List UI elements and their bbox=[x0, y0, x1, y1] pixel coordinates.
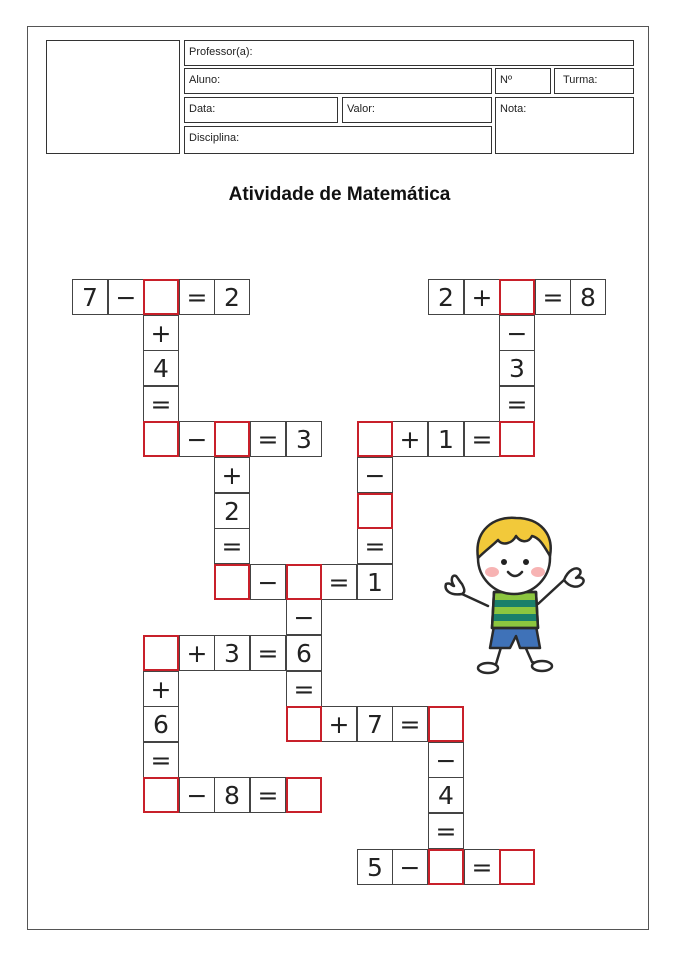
puzzle-cell: 2 bbox=[214, 493, 250, 529]
nota-field[interactable]: Nota: bbox=[495, 97, 634, 154]
puzzle-cell: = bbox=[143, 742, 179, 778]
disciplina-field[interactable]: Disciplina: bbox=[184, 126, 492, 154]
puzzle-cell: = bbox=[499, 386, 535, 422]
answer-box[interactable] bbox=[499, 849, 535, 885]
puzzle-cell: = bbox=[464, 849, 500, 885]
professor-field[interactable]: Professor(a): bbox=[184, 40, 634, 66]
puzzle-cell: = bbox=[214, 528, 250, 564]
puzzle-cell: 5 bbox=[357, 849, 393, 885]
puzzle-cell: − bbox=[179, 421, 215, 457]
puzzle-cell: = bbox=[250, 777, 286, 813]
puzzle-cell: 3 bbox=[499, 350, 535, 386]
puzzle-cell: = bbox=[143, 386, 179, 422]
puzzle-cell: = bbox=[250, 635, 286, 671]
answer-box[interactable] bbox=[357, 493, 393, 529]
puzzle-cell: = bbox=[535, 279, 571, 315]
data-field[interactable]: Data: bbox=[184, 97, 338, 123]
puzzle-cell: − bbox=[499, 315, 535, 351]
aluno-field[interactable]: Aluno: bbox=[184, 68, 492, 94]
puzzle-cell: − bbox=[250, 564, 286, 600]
answer-box[interactable] bbox=[286, 564, 322, 600]
puzzle-cell: + bbox=[143, 315, 179, 351]
puzzle-cell: 1 bbox=[428, 421, 464, 457]
answer-box[interactable] bbox=[214, 564, 250, 600]
answer-box[interactable] bbox=[428, 849, 464, 885]
answer-box[interactable] bbox=[499, 421, 535, 457]
puzzle-cell: 8 bbox=[214, 777, 250, 813]
cartoon-boy-icon bbox=[436, 508, 592, 678]
puzzle-cell: + bbox=[179, 635, 215, 671]
puzzle-cell: + bbox=[143, 671, 179, 707]
puzzle-cell: = bbox=[250, 421, 286, 457]
puzzle-cell: + bbox=[214, 457, 250, 493]
valor-field[interactable]: Valor: bbox=[342, 97, 492, 123]
answer-box[interactable] bbox=[143, 421, 179, 457]
answer-box[interactable] bbox=[143, 279, 179, 315]
puzzle-cell: = bbox=[321, 564, 357, 600]
answer-box[interactable] bbox=[357, 421, 393, 457]
answer-box[interactable] bbox=[143, 777, 179, 813]
answer-box[interactable] bbox=[214, 421, 250, 457]
puzzle-cell: 6 bbox=[286, 635, 322, 671]
turma-field[interactable]: Turma: bbox=[554, 68, 634, 94]
puzzle-cell: 4 bbox=[143, 350, 179, 386]
puzzle-cell: 3 bbox=[286, 421, 322, 457]
puzzle-cell: 3 bbox=[214, 635, 250, 671]
numero-field[interactable]: Nº bbox=[495, 68, 551, 94]
puzzle-cell: 2 bbox=[428, 279, 464, 315]
answer-box[interactable] bbox=[428, 706, 464, 742]
puzzle-cell: − bbox=[179, 777, 215, 813]
puzzle-cell: − bbox=[357, 457, 393, 493]
puzzle-cell: 8 bbox=[570, 279, 606, 315]
puzzle-cell: = bbox=[286, 671, 322, 707]
puzzle-cell: = bbox=[357, 528, 393, 564]
puzzle-cell: − bbox=[428, 742, 464, 778]
puzzle-cell: + bbox=[321, 706, 357, 742]
puzzle-cell: 2 bbox=[214, 279, 250, 315]
puzzle-cell: 6 bbox=[143, 706, 179, 742]
puzzle-cell: − bbox=[108, 279, 144, 315]
puzzle-cell: 7 bbox=[72, 279, 108, 315]
puzzle-cell: 1 bbox=[357, 564, 393, 600]
answer-box[interactable] bbox=[143, 635, 179, 671]
answer-box[interactable] bbox=[286, 777, 322, 813]
puzzle-cell: + bbox=[464, 279, 500, 315]
answer-box[interactable] bbox=[499, 279, 535, 315]
puzzle-cell: = bbox=[392, 706, 428, 742]
answer-box[interactable] bbox=[286, 706, 322, 742]
puzzle-cell: = bbox=[179, 279, 215, 315]
puzzle-cell: 4 bbox=[428, 777, 464, 813]
puzzle-cell: = bbox=[428, 813, 464, 849]
page-title: Atividade de Matemática bbox=[228, 184, 451, 205]
puzzle-cell: + bbox=[392, 421, 428, 457]
puzzle-cell: 7 bbox=[357, 706, 393, 742]
puzzle-cell: = bbox=[464, 421, 500, 457]
puzzle-cell: − bbox=[392, 849, 428, 885]
puzzle-cell: − bbox=[286, 599, 322, 635]
